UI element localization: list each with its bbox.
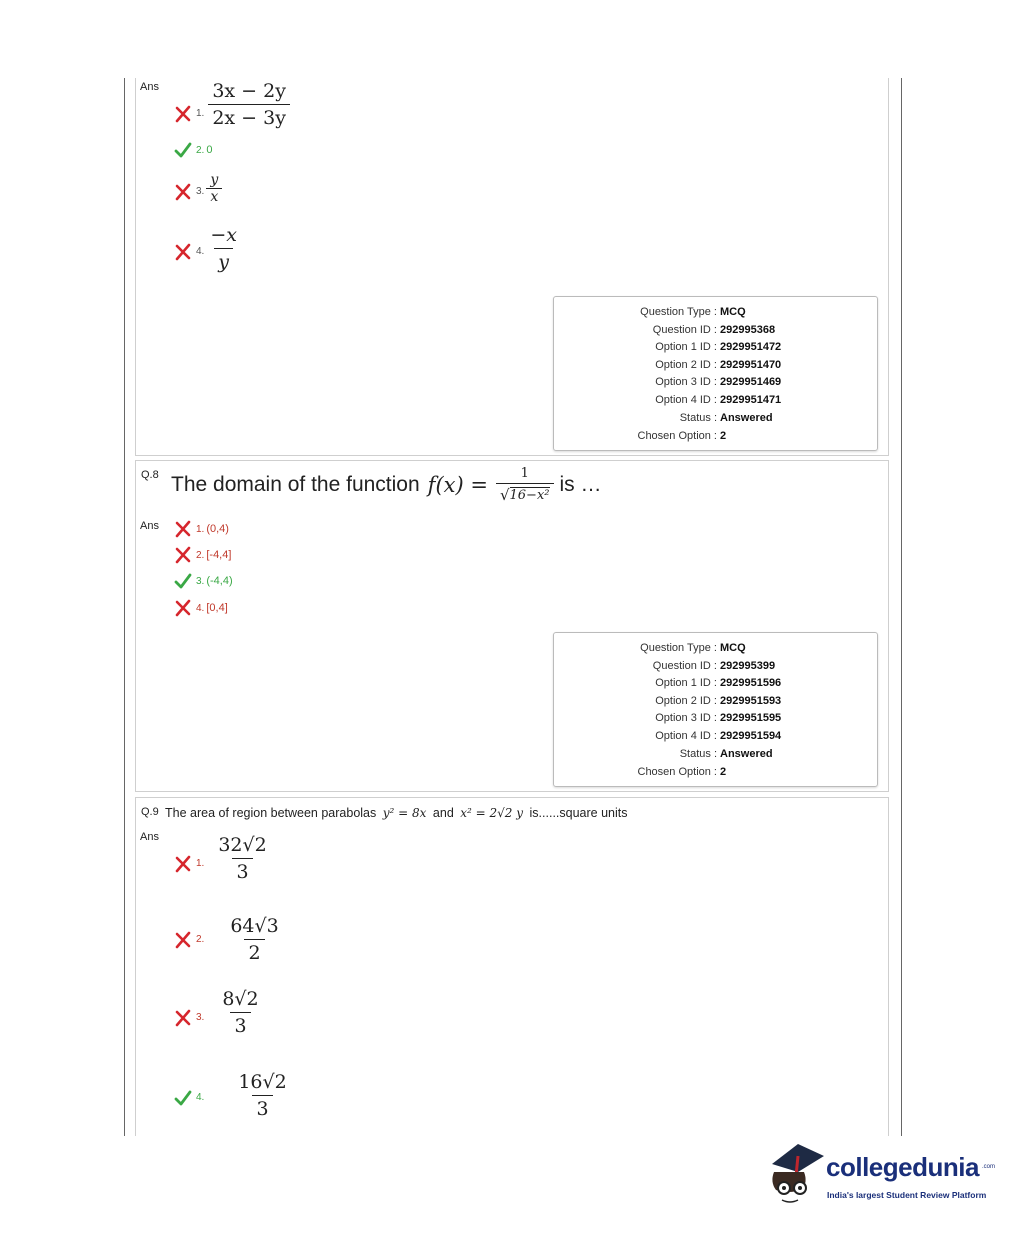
q7-option-4-fraction [206,224,241,273]
info-key: Question Type : [640,642,717,654]
q7-option-2-text: 0 [206,144,213,156]
info-key: Option 4 ID : [655,394,717,406]
info-key: Option 2 ID : [655,695,717,707]
q9-ans-label: Ans [140,831,159,843]
q8-function: f(x) = [427,473,488,497]
q8-text-before: The domain of the function [171,473,420,496]
q7-option-1-numerator: 3x − 2y [212,80,286,102]
q9-option-1-fraction [214,834,270,883]
q8-fraction [496,466,554,504]
correct-check-icon [174,141,192,159]
q8-number: Q.8 [141,469,159,481]
logo-tagline: India's largest Student Review Platform [827,1190,987,1200]
q8-info-option2 [554,695,877,707]
q9-option-2 [174,915,283,964]
q8-option-1-number: 1. [196,523,205,535]
wrong-cross-icon [174,546,192,564]
info-value: MCQ [720,642,746,654]
correct-check-icon [174,572,192,590]
info-value: 2929951595 [720,712,782,724]
info-key: Option 3 ID : [655,712,717,724]
q9-option-1 [174,834,271,883]
q7-ans-label: Ans [140,81,159,93]
info-key: Question ID : [652,324,717,336]
q8-frac-den-text: 16−x² [509,488,550,503]
info-value: Answered [720,748,773,760]
q9-text-2: and [432,806,454,820]
q8-option-1-text: (0,4) [206,523,229,535]
q7-option-1-denominator: 2x − 3y [208,104,290,129]
info-key: Chosen Option : [637,430,717,442]
correct-check-icon [174,1089,192,1107]
logo-com: .com [982,1164,996,1170]
q9-text-3: is......square units [529,806,628,820]
q7-option-3 [174,172,222,205]
q9-option-3-denominator: 3 [230,1012,250,1037]
q9-option-4-number: 4. [196,1092,205,1103]
wrong-cross-icon [174,855,192,873]
wrong-cross-icon [174,105,192,123]
q7-info-option3 [554,376,877,388]
wrong-cross-icon [174,520,192,538]
q7-option-3-number: 3. [196,186,205,197]
info-value: 2929951594 [720,730,782,742]
q7-option-3-denominator: x [206,188,222,205]
q9-option-2-denominator: 2 [244,939,264,964]
info-value: 292995368 [720,324,776,336]
q7-option-1-number: 1. [196,108,205,119]
q9-text-1: The area of region between parabolas [165,806,377,820]
info-value: 292995399 [720,660,776,672]
q9-option-3-fraction [218,988,262,1037]
q7-info-option4 [554,394,877,406]
info-key: Status : [679,748,717,760]
logo-name: collegedunia [826,1152,979,1182]
q8-option-3 [174,572,233,590]
q7-option-3-numerator: y [210,172,219,188]
q7-info-status [554,412,877,424]
q9-option-3 [174,988,263,1037]
q9-equation-2: x² = 2√2 y [460,806,524,820]
wrong-cross-icon [174,183,192,201]
page-frame-left [124,78,125,1136]
info-key: Option 1 ID : [655,341,717,353]
q8-info-box [553,632,878,787]
info-key: Question Type : [640,306,717,318]
info-value: 2929951471 [720,394,782,406]
info-value: 2929951596 [720,677,782,689]
info-value: 2 [720,430,727,442]
q8-info-option1 [554,677,877,689]
q8-info-type [554,642,877,654]
q7-option-4-number: 4. [196,246,205,257]
q7-option-4 [174,224,241,273]
q7-info-option1 [554,341,877,353]
q9-option-4 [174,1071,291,1120]
q8-info-qid [554,660,877,672]
info-value: 2929951593 [720,695,782,707]
q7-info-option2 [554,359,877,371]
info-key: Chosen Option : [637,766,717,778]
info-value: 2929951469 [720,376,782,388]
q8-ans-label: Ans [140,520,159,532]
q7-info-chosen [554,430,877,442]
q9-option-4-fraction [234,1071,290,1120]
q8-info-option3 [554,712,877,724]
q8-option-2-text: [-4,4] [206,549,232,561]
q8-text-after: is … [559,473,602,496]
q9-option-1-number: 1. [196,858,205,869]
q9-option-2-number: 2. [196,934,205,945]
q7-info-box [553,296,878,451]
info-key: Option 1 ID : [655,677,717,689]
q7-option-4-denominator: y [214,248,233,273]
q8-question [171,466,602,504]
q9-option-1-denominator: 3 [232,858,252,883]
q7-option-2-number: 2. [196,144,205,156]
page-frame-right [901,78,902,1136]
q7-option-1-fraction [208,80,290,129]
info-value: 2929951470 [720,359,782,371]
q9-question [165,806,628,820]
q8-info-option4 [554,730,877,742]
q9-option-2-fraction [226,915,282,964]
q7-option-3-fraction [206,172,222,205]
q9-option-2-numerator: 64√3 [230,915,279,937]
q8-option-2 [174,546,231,564]
info-value: Answered [720,412,773,424]
info-key: Option 4 ID : [655,730,717,742]
q8-info-chosen [554,766,877,778]
wrong-cross-icon [174,931,192,949]
q8-option-1 [174,520,229,538]
info-key: Question ID : [652,660,717,672]
q8-option-3-number: 3. [196,575,205,587]
q8-info-status [554,748,877,760]
q7-option-4-numerator: −x [210,224,237,246]
mascot-icon [768,1142,826,1212]
wrong-cross-icon [174,1009,192,1027]
q7-option-1 [174,80,290,129]
q8-option-3-text: (-4,4) [206,575,233,587]
q9-number: Q.9 [141,806,159,818]
q8-option-2-number: 2. [196,549,205,561]
sqrt-sign-icon: √ [499,486,510,504]
q9-option-4-numerator: 16√2 [238,1071,287,1093]
q7-info-qid [554,324,877,336]
info-value: 2 [720,766,727,778]
q9-option-1-numerator: 32√2 [218,834,267,856]
collegedunia-logo[interactable] [768,1142,996,1212]
q8-option-4 [174,599,228,617]
q8-frac-num: 1 [520,466,529,481]
info-value: MCQ [720,306,746,318]
info-value: 2929951472 [720,341,782,353]
q9-option-3-numerator: 8√2 [222,988,259,1010]
q8-frac-den [496,483,554,504]
q9-option-4-denominator: 3 [252,1095,272,1120]
info-key: Option 2 ID : [655,359,717,371]
wrong-cross-icon [174,243,192,261]
info-key: Status : [679,412,717,424]
q8-option-4-number: 4. [196,602,205,614]
info-key: Option 3 ID : [655,376,717,388]
q9-option-3-number: 3. [196,1012,205,1023]
q8-option-4-text: [0,4] [206,602,228,614]
q7-option-2 [174,141,212,159]
wrong-cross-icon [174,599,192,617]
q7-info-type [554,306,877,318]
q9-equation-1: y² = 8x [382,806,427,820]
